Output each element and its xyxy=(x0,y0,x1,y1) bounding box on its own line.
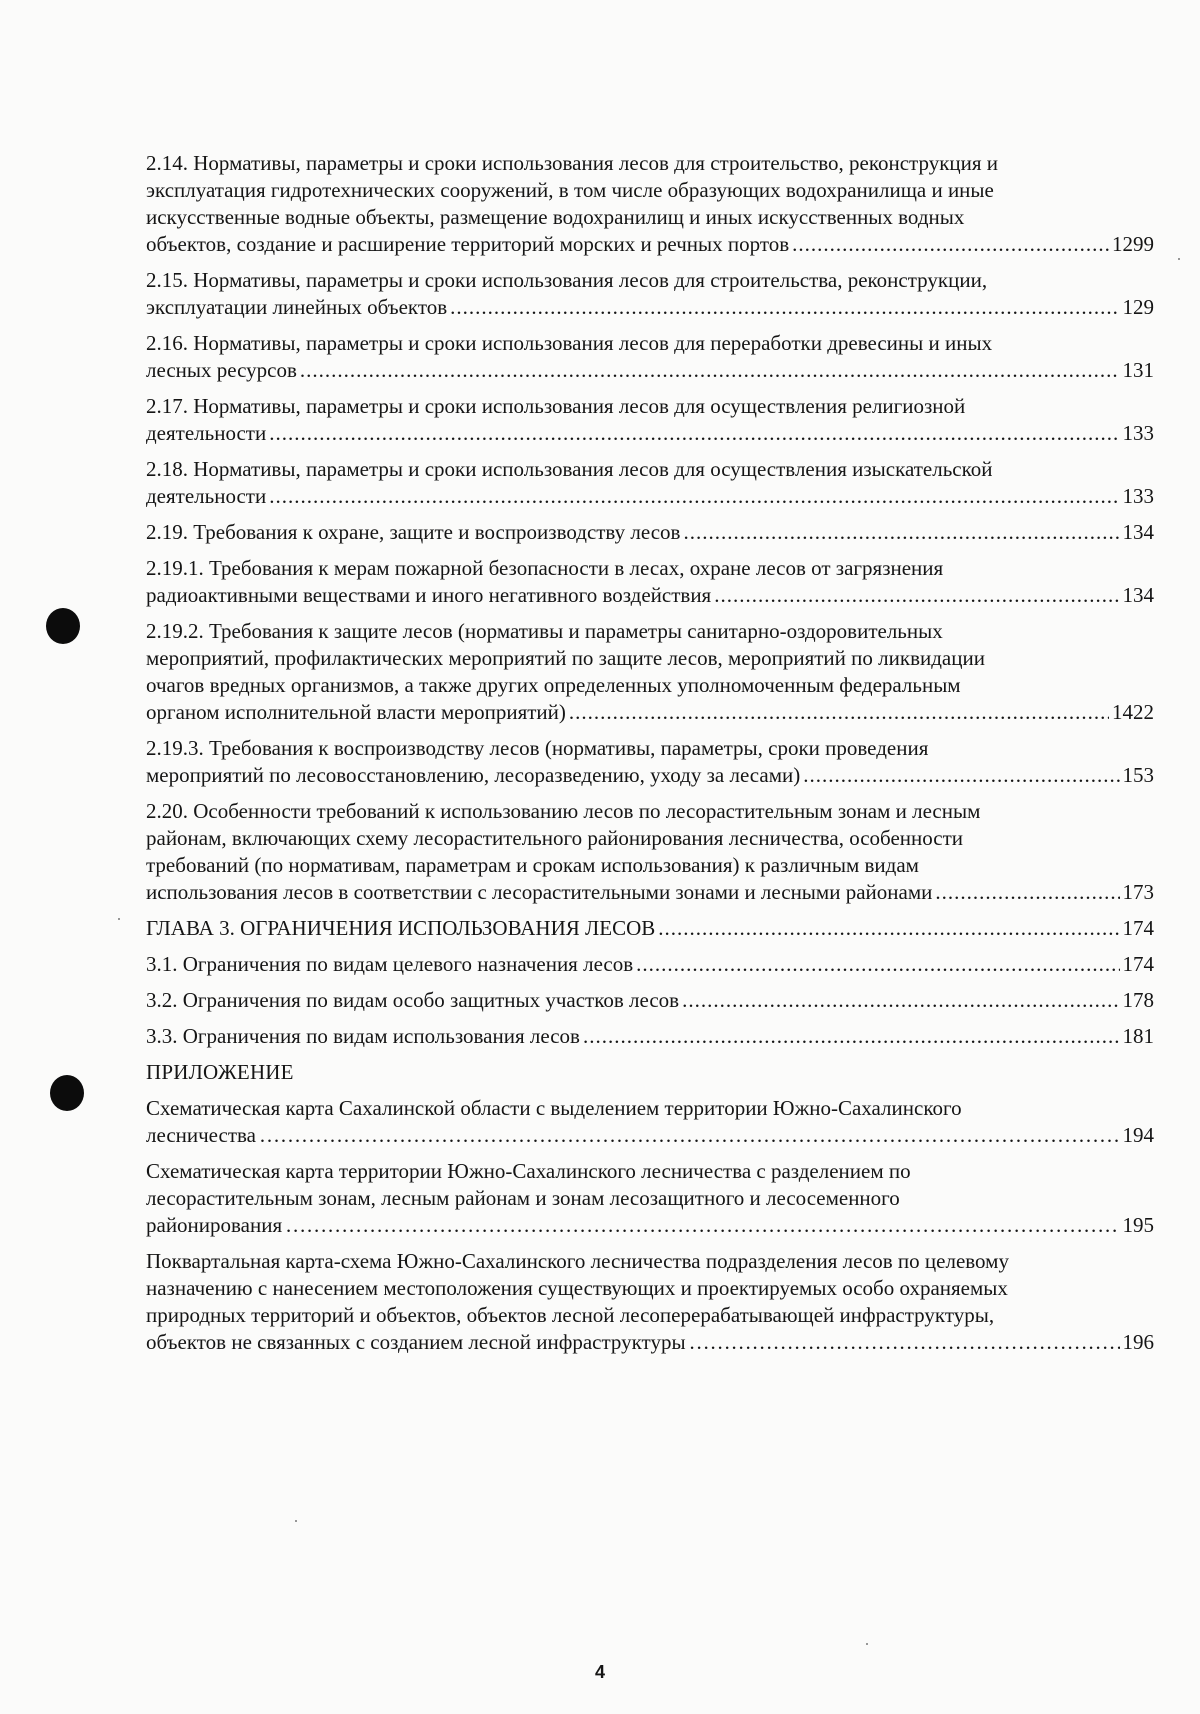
toc-entry-title: ГЛАВА 3. ОГРАНИЧЕНИЯ ИСПОЛЬЗОВАНИЯ ЛЕСОВ xyxy=(146,916,656,940)
toc-page-number: 195 xyxy=(1122,1213,1154,1237)
toc-page-number: 129 xyxy=(1122,295,1154,319)
toc-entry-last-line xyxy=(146,951,1154,978)
toc-entry-title: эксплуатации линейных объектов xyxy=(146,295,448,319)
toc-entry-title: деятельности xyxy=(146,484,267,508)
dot-leader xyxy=(658,915,1119,942)
toc-entry-line: очагов вредных организмов, а также других определенных уполномоченным федеральным xyxy=(146,673,961,697)
toc-entry-title: деятельности xyxy=(146,421,267,445)
toc-entry-last-line xyxy=(146,699,1154,726)
toc-entries xyxy=(146,150,1154,1050)
toc-entry xyxy=(146,618,1154,726)
toc-page-number: 196 xyxy=(1122,1330,1154,1354)
toc-entry-line: Поквартальная карта-схема Южно-Сахалинского лесничества подразделения лесов по целевому xyxy=(146,1249,1009,1273)
appendix-heading: ПРИЛОЖЕНИЕ xyxy=(146,1060,294,1084)
binder-hole xyxy=(46,608,80,644)
scan-speck xyxy=(295,1520,297,1522)
toc-entry-line: 2.19.2. Требования к защите лесов (нормативы и параметры санитарно-оздоровительных xyxy=(146,619,943,643)
toc-entry-title: лесничества xyxy=(146,1123,256,1147)
toc-entry-last-line xyxy=(146,1122,1154,1149)
toc-entry xyxy=(146,987,1154,1014)
toc-page-number: 174 xyxy=(1122,952,1154,976)
toc-entry xyxy=(146,735,1154,789)
toc-entry-title: 3.3. Ограничения по видам использования лесов xyxy=(146,1024,580,1048)
toc-entry-last-line xyxy=(146,294,1154,321)
toc-entry-line: эксплуатация гидротехнических сооружений, в том числе образующих водохранилища и иные xyxy=(146,178,994,202)
toc-entry xyxy=(146,267,1154,321)
toc-entry-line: 2.15. Нормативы, параметры и сроки использования лесов для строительства, реконструкции, xyxy=(146,268,988,292)
toc-entry-last-line xyxy=(146,483,1154,510)
toc-entry-last-line xyxy=(146,519,1154,546)
toc-entry xyxy=(146,519,1154,546)
dot-leader xyxy=(269,483,1119,510)
toc-page-number: 131 xyxy=(1122,358,1154,382)
appendix-entries xyxy=(146,1095,1154,1356)
toc-page-number: 153 xyxy=(1122,763,1154,787)
dot-leader xyxy=(803,762,1119,789)
dot-leader xyxy=(935,879,1119,906)
toc-entry-last-line xyxy=(146,1212,1154,1239)
dot-leader xyxy=(300,357,1120,384)
toc-entry-line: 2.19.3. Требования к воспроизводству лесов (нормативы, параметры, сроки проведения xyxy=(146,736,929,760)
toc-entry-line: мероприятий, профилактических мероприятий по защите лесов, мероприятий по ликвидации xyxy=(146,646,985,670)
toc-entry-line: 2.14. Нормативы, параметры и сроки использования лесов для строительство, реконструкция и xyxy=(146,151,999,175)
table-of-contents xyxy=(146,150,1154,1365)
toc-entry xyxy=(146,150,1154,258)
toc-entry-title: 3.2. Ограничения по видам особо защитных участков лесов xyxy=(146,988,680,1012)
dot-leader xyxy=(450,294,1119,321)
toc-page-number: 178 xyxy=(1122,988,1154,1012)
toc-entry-line: 2.18. Нормативы, параметры и сроки использования лесов для осуществления изыскательской xyxy=(146,457,993,481)
toc-entry xyxy=(146,1095,1154,1149)
dot-leader xyxy=(259,1122,1120,1149)
toc-entry xyxy=(146,915,1154,942)
toc-entry-line: районам, включающих схему лесорастительного районирования лесничества, особенности xyxy=(146,826,964,850)
toc-entry-title: радиоактивными веществами и иного негативного воздействия xyxy=(146,583,712,607)
toc-entry-title: 3.1. Ограничения по видам целевого назначения лесов xyxy=(146,952,634,976)
toc-page-number: 1299 xyxy=(1112,232,1154,256)
toc-entry-title: районирования xyxy=(146,1213,283,1237)
page-number: 4 xyxy=(594,1662,605,1682)
toc-entry-title: мероприятий по лесовосстановлению, лесоразведению, уходу за лесами) xyxy=(146,763,801,787)
toc-page-number: 134 xyxy=(1122,520,1154,544)
toc-entry xyxy=(146,1023,1154,1050)
toc-page-number: 174 xyxy=(1122,916,1154,940)
toc-page-number: 133 xyxy=(1122,421,1154,445)
toc-entry-last-line xyxy=(146,582,1154,609)
dot-leader xyxy=(714,582,1119,609)
toc-entry-last-line xyxy=(146,231,1154,258)
toc-entry xyxy=(146,798,1154,906)
toc-page-number: 133 xyxy=(1122,484,1154,508)
toc-entry-line: 2.16. Нормативы, параметры и сроки использования лесов для переработки древесины и иных xyxy=(146,331,993,355)
toc-entry-line: искусственные водные объекты, размещение водохранилищ и иных искусственных водных xyxy=(146,205,965,229)
toc-entry-line: назначению с нанесением местоположения существующих и проектируемых особо охраняемых xyxy=(146,1276,1008,1300)
dot-leader xyxy=(269,420,1119,447)
toc-entry-last-line xyxy=(146,420,1154,447)
toc-entry-line: 2.19.1. Требования к мерам пожарной безопасности в лесах, охране лесов от загрязнения xyxy=(146,556,944,580)
toc-entry-last-line xyxy=(146,1023,1154,1050)
scan-speck xyxy=(866,1643,868,1645)
toc-page-number: 181 xyxy=(1122,1024,1154,1048)
toc-entry-title: объектов, создание и расширение территорий морских и речных портов xyxy=(146,232,790,256)
scan-speck xyxy=(118,918,120,920)
toc-entry-last-line xyxy=(146,762,1154,789)
dot-leader xyxy=(792,231,1109,258)
dot-leader xyxy=(683,519,1119,546)
toc-entry xyxy=(146,456,1154,510)
dot-leader xyxy=(689,1329,1120,1356)
dot-leader xyxy=(583,1023,1120,1050)
binder-hole xyxy=(50,1075,84,1111)
toc-entry-title: 2.19. Требования к охране, защите и воспроизводству лесов xyxy=(146,520,681,544)
toc-entry-last-line xyxy=(146,915,1154,942)
toc-entry-line: лесорастительным зонам, лесным районам и зонам лесозащитного и лесосеменного xyxy=(146,1186,900,1210)
toc-entry xyxy=(146,330,1154,384)
toc-entry-line: Схематическая карта Сахалинской области с выделением территории Южно-Сахалинского xyxy=(146,1096,962,1120)
toc-entry-line: 2.17. Нормативы, параметры и сроки использования лесов для осуществления религиозной xyxy=(146,394,966,418)
toc-entry xyxy=(146,555,1154,609)
toc-entry-last-line xyxy=(146,987,1154,1014)
toc-entry-title: органом исполнительной власти мероприятий) xyxy=(146,700,566,724)
toc-entry-line: природных территорий и объектов, объектов лесной лесоперерабатывающей инфраструктуры, xyxy=(146,1303,995,1327)
dot-leader xyxy=(682,987,1119,1014)
toc-page-number: 1422 xyxy=(1112,700,1154,724)
dot-leader xyxy=(285,1212,1119,1239)
toc-page-number: 134 xyxy=(1122,583,1154,607)
toc-entry xyxy=(146,1248,1154,1356)
toc-entry-line: Схематическая карта территории Южно-Сахалинского лесничества с разделением по xyxy=(146,1159,911,1183)
dot-leader xyxy=(636,951,1119,978)
toc-entry-title: объектов не связанных с созданием лесной инфраструктуры xyxy=(146,1330,686,1354)
dot-leader xyxy=(569,699,1109,726)
toc-entry-line: 2.20. Особенности требований к использованию лесов по лесорастительным зонам и лесным xyxy=(146,799,981,823)
toc-entry xyxy=(146,951,1154,978)
toc-entry xyxy=(146,393,1154,447)
toc-page-number: 194 xyxy=(1122,1123,1154,1147)
toc-entry-last-line xyxy=(146,879,1154,906)
toc-entry-last-line xyxy=(146,1329,1154,1356)
toc-entry-last-line xyxy=(146,357,1154,384)
scan-speck xyxy=(1178,258,1180,260)
toc-entry-title: использования лесов в соответствии с лесорастительными зонами и лесными районами xyxy=(146,880,933,904)
toc-entry xyxy=(146,1158,1154,1239)
toc-entry-line: требований (по нормативам, параметрам и срокам использования) к различным видам xyxy=(146,853,919,877)
toc-page-number: 173 xyxy=(1122,880,1154,904)
toc-entry-title: лесных ресурсов xyxy=(146,358,297,382)
